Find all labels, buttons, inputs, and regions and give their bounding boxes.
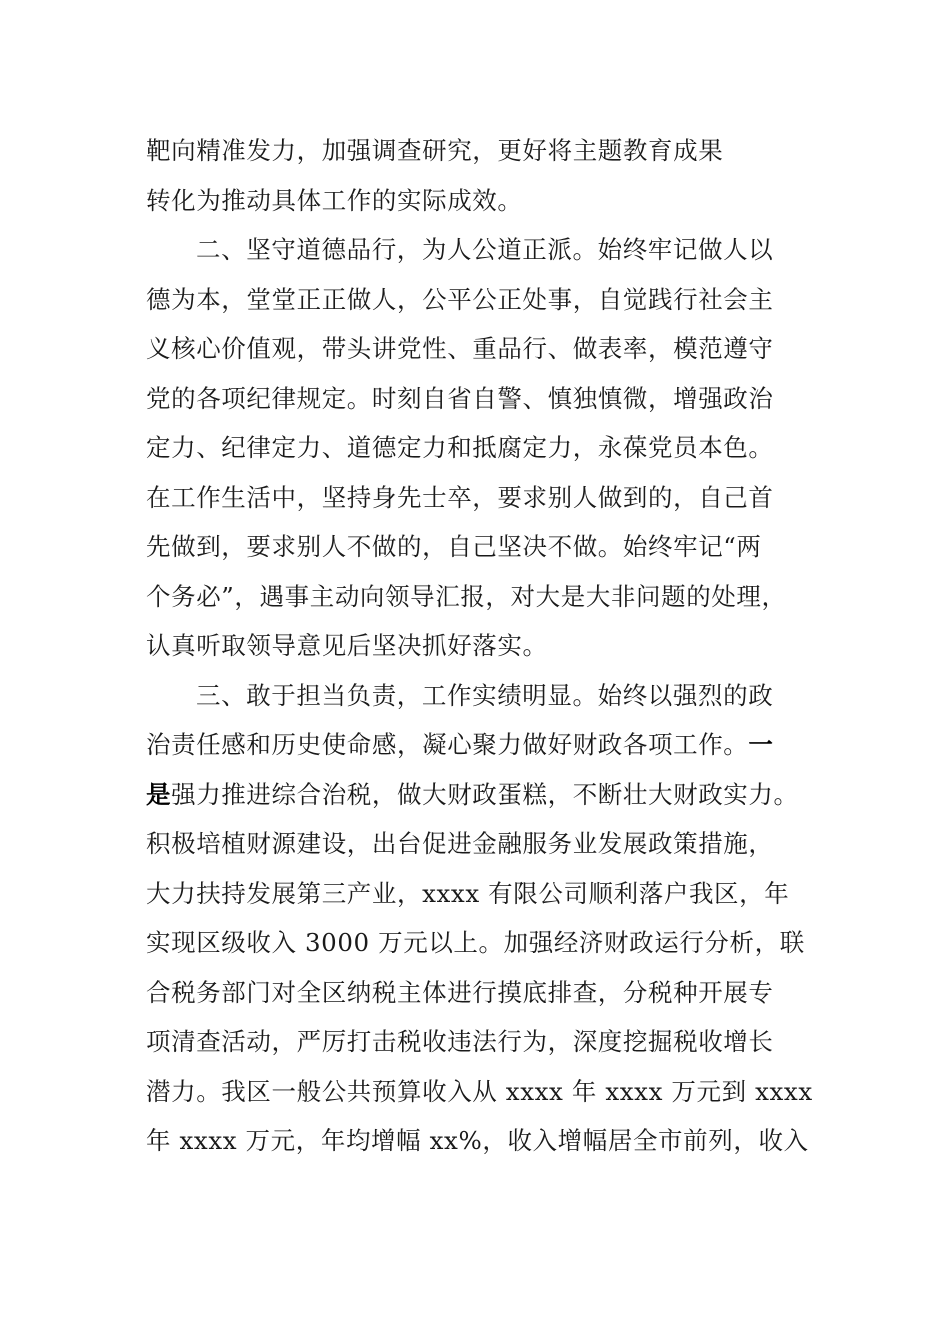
text-line: 转化为推动具体工作的实际成效。 <box>146 185 523 215</box>
text-line: 合税务部门对全区纳税主体进行摸底排查，分税种开展专 <box>146 977 774 1007</box>
text-line-body: 治责任感和历史使命感，凝心聚力做好财政各项工作。 <box>146 730 749 759</box>
text-line: 党的各项纪律规定。时刻自省自警、慎独慎微，增强政治 <box>146 383 774 413</box>
text-line: 定力、纪律定力、道德定力和抵腐定力，永葆党员本色。 <box>146 433 774 462</box>
text-line: 年 xxxx 万元，年均增幅 xx%，收入增幅居全市前列，收入 <box>146 1126 809 1155</box>
text-line <box>146 770 806 820</box>
text-line: 认真听取领导意见后坚决抓好落实。 <box>146 631 548 660</box>
bold-label-part-a: 一 <box>748 730 774 759</box>
text-line: 积极培植财源建设，出台促进金融服务业发展政策措施， <box>146 829 774 858</box>
text-line: 德为本，堂堂正正做人，公平公正处事，自觉践行社会主 <box>146 284 774 314</box>
text-line: 义核心价值观，带头讲党性、重品行、做表率，模范遵守 <box>146 334 774 363</box>
section-three-heading-line: 三、敢于担当负责，工作实绩明显。始终以强烈的政 <box>196 680 774 710</box>
text-line: 大力扶持发展第三产业，xxxx 有限公司顺利落户我区，年 <box>146 878 790 908</box>
text-line: 个务必”，遇事主动向领导汇报，对大是大非问题的处理， <box>146 581 787 611</box>
text-line: 实现区级收入 3000 万元以上。加强经济财政运行分析，联 <box>146 928 805 957</box>
text-line: 在工作生活中，坚持身先士卒，要求别人做到的，自己首 <box>146 482 774 512</box>
text-line-body: 强力推进综合治税，做大财政蛋糕，不断壮大财政实力。 <box>171 779 799 809</box>
text-line <box>146 720 806 770</box>
section-two-heading-line: 二、坚守道德品行，为人公道正派。始终牢记做人以 <box>196 235 774 264</box>
text-line: 先做到，要求别人不做的，自己坚决不做。始终牢记“两 <box>146 532 762 561</box>
text-line: 靶向精准发力，加强调查研究，更好将主题教育成果 <box>146 136 724 165</box>
text-line: 潜力。我区一般公共预算收入从 xxxx 年 xxxx 万元到 xxxx <box>146 1076 813 1106</box>
document-body <box>146 126 813 1166</box>
bold-label-part-b: 是 <box>146 779 172 809</box>
text-line: 项清查活动，严厉打击税收违法行为，深度挖掘税收增长 <box>146 1027 774 1056</box>
